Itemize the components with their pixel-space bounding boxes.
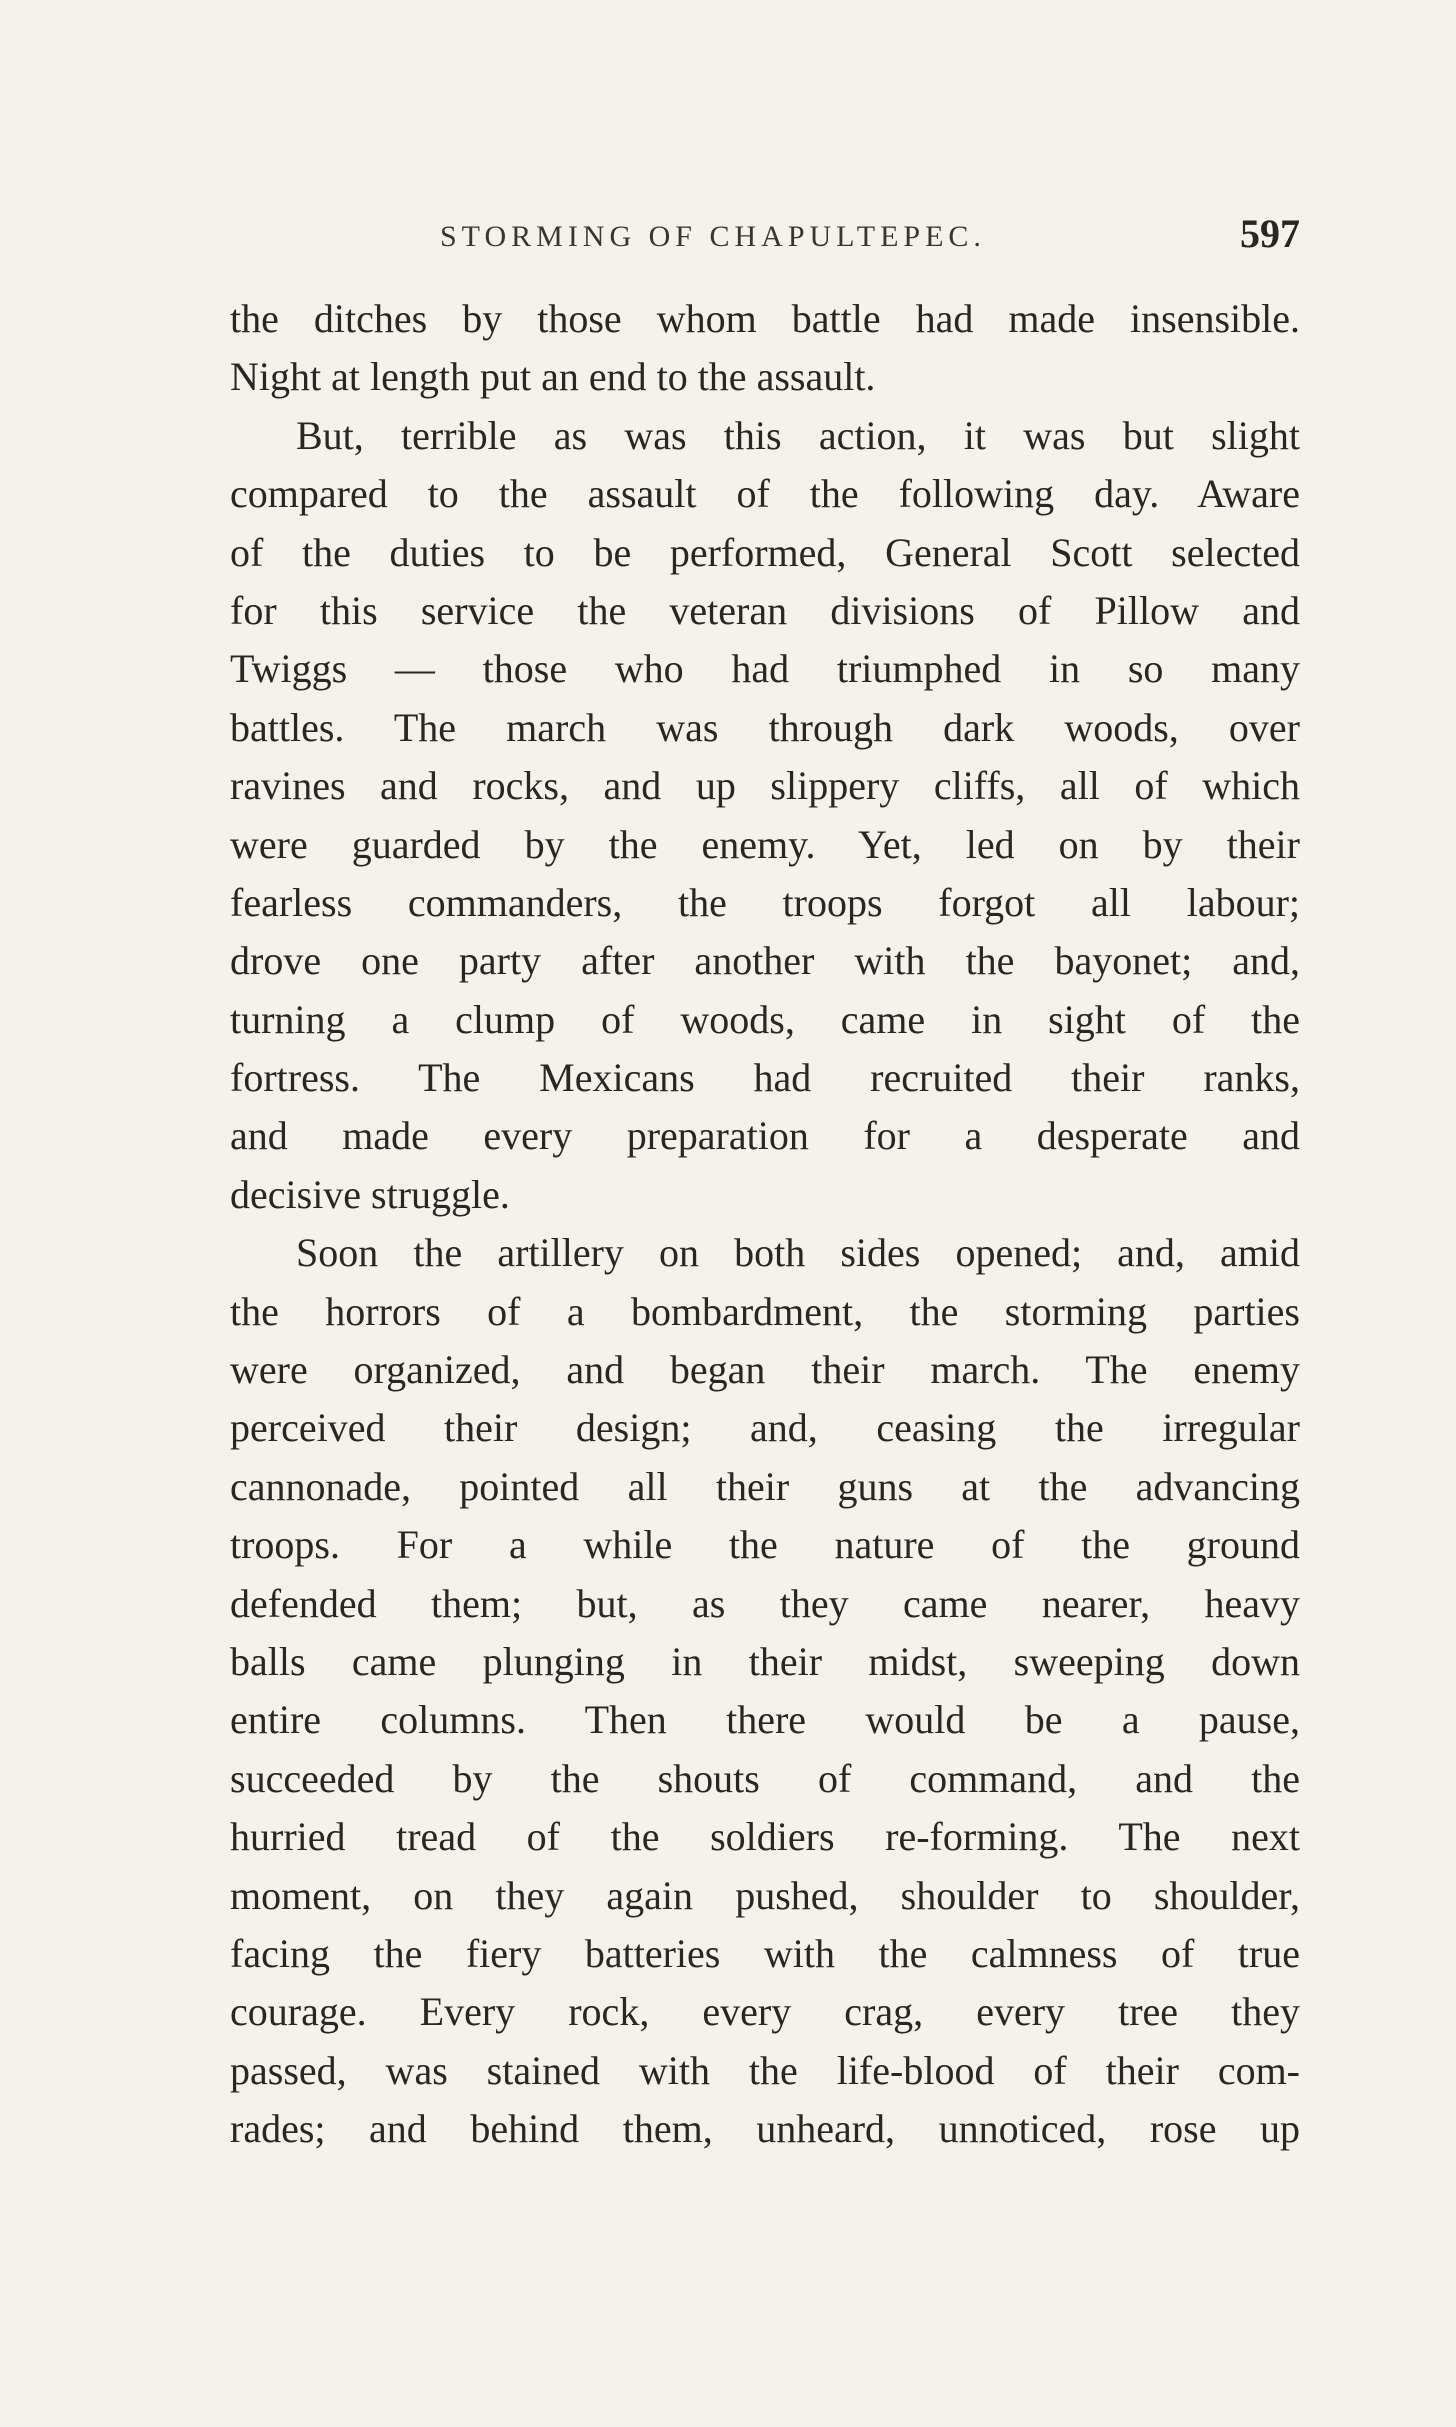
- text-line: battles. The march was through dark woods, over: [230, 704, 1300, 750]
- text-line: facing the fiery batteries with the calmness of true: [230, 1930, 1300, 1976]
- running-title: STORMING OF CHAPULTEPEC.: [440, 220, 986, 253]
- text-line: were organized, and began their march. The enemy: [230, 1347, 1300, 1393]
- text-line: for this service the veteran divisions of Pillow and: [230, 587, 1300, 633]
- text-line: fortress. The Mexicans had recruited their ranks,: [230, 1055, 1300, 1101]
- page-number: 597: [1240, 211, 1300, 256]
- text-line: troops. For a while the nature of the ground: [230, 1522, 1300, 1568]
- text-line: decisive struggle.: [230, 1171, 510, 1217]
- text-line: defended them; but, as they came nearer, heavy: [230, 1580, 1300, 1626]
- text-line: Twiggs — those who had triumphed in so many: [230, 646, 1300, 692]
- text-line: were guarded by the enemy. Yet, led on by their: [230, 821, 1300, 867]
- text-line: hurried tread of the soldiers re-forming. The next: [230, 1814, 1300, 1860]
- text-line: perceived their design; and, ceasing the irregular: [230, 1405, 1300, 1451]
- text-line: cannonade, pointed all their guns at the advancing: [230, 1463, 1300, 1509]
- text-line: and made every preparation for a desperate and: [230, 1113, 1300, 1159]
- text-line: of the duties to be performed, General Scott selected: [230, 529, 1300, 575]
- text-line: ravines and rocks, and up slippery cliffs, all of which: [230, 763, 1300, 809]
- text-line: fearless commanders, the troops forgot all labour;: [230, 879, 1300, 925]
- text-line: Night at length put an end to the assault.: [230, 354, 876, 400]
- text-line: passed, was stained with the life-blood of their com-: [230, 2047, 1300, 2093]
- body-text: [230, 290, 1300, 2159]
- paragraph-first-line: But, terrible as was this action, it was but slight: [296, 412, 1300, 458]
- text-line: turning a clump of woods, came in sight of the: [230, 996, 1300, 1042]
- text-line: the ditches by those whom battle had made insensible.: [230, 296, 1300, 341]
- text-line: entire columns. Then there would be a pause,: [230, 1697, 1300, 1743]
- text-line: the horrors of a bombardment, the storming parties: [230, 1288, 1300, 1334]
- text-line: courage. Every rock, every crag, every tree they: [230, 1989, 1300, 2035]
- text-line: succeeded by the shouts of command, and the: [230, 1755, 1300, 1801]
- text-line: balls came plunging in their midst, sweeping down: [230, 1638, 1300, 1684]
- text-line: rades; and behind them, unheard, unnoticed, rose up: [230, 2106, 1300, 2152]
- paragraph-first-line: Soon the artillery on both sides opened; and, amid: [296, 1230, 1300, 1276]
- running-head: [230, 210, 1300, 270]
- text-line: moment, on they again pushed, shoulder to shoulder,: [230, 1872, 1300, 1918]
- text-line: drove one party after another with the bayonet; and,: [230, 938, 1300, 984]
- text-line: compared to the assault of the following day. Aware: [230, 471, 1300, 517]
